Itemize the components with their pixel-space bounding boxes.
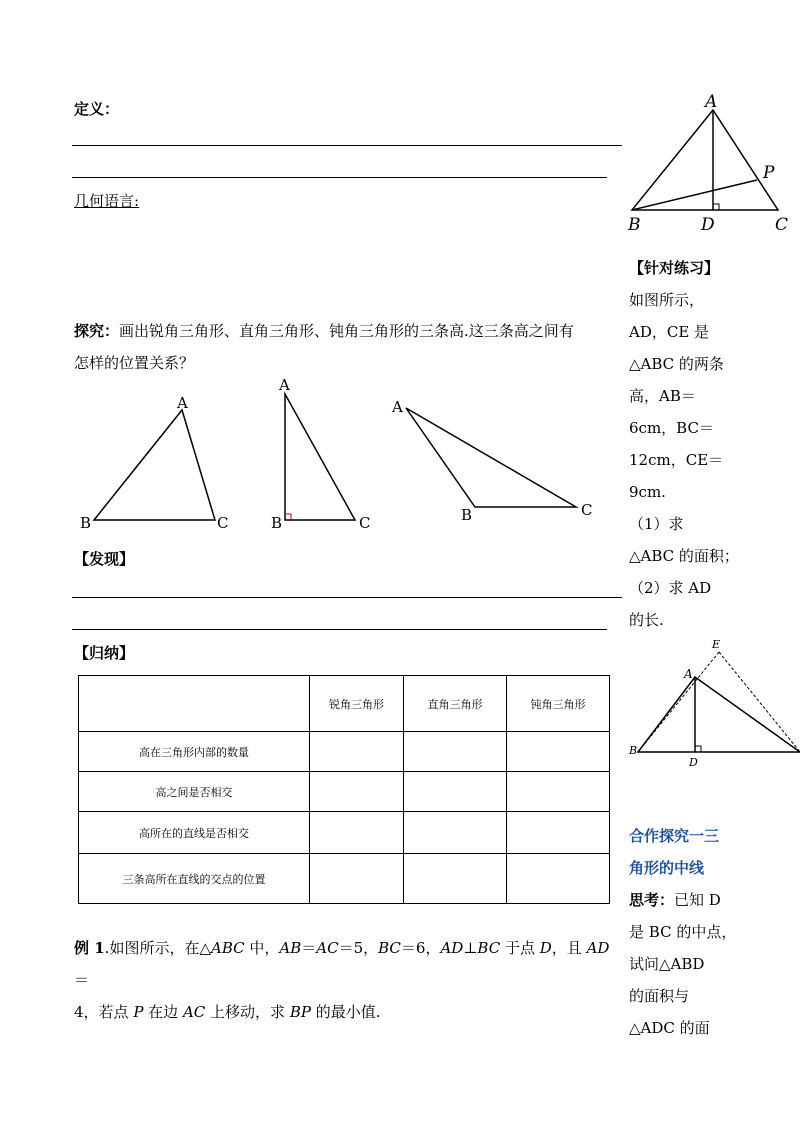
explore-text: 画出锐角三角形、直角三角形、钝角三角形的三条高.这三条高之间有 [119,322,574,340]
answer-line [72,597,622,598]
explore-label: 探究： [74,322,120,340]
table-cell[interactable] [507,854,610,904]
right-triangle [271,376,370,532]
answer-line [72,177,607,178]
think-line [629,884,799,916]
example-text: BC [378,939,401,957]
example-text: 于点 [500,939,540,957]
vertex-label: B [271,514,283,532]
row-label: 三条高所在直线的交点的位置 [79,854,310,904]
vertex-label: B [461,506,473,524]
example-text: 在边 [143,1003,183,1021]
table-row [79,732,610,772]
table-row [79,772,610,812]
example-text: 上移动，求 [205,1003,290,1021]
table-row [79,854,610,904]
practice-line: AD，CE 是 [629,323,710,341]
example-text: 中， [244,939,280,957]
vertex-label: C [581,501,593,519]
practice-line: 高，AB＝ [629,387,696,405]
practice-line: △ABC 的两条 [629,355,724,373]
table-cell[interactable] [404,854,507,904]
practice-line: 9cm. [629,483,666,501]
example-text: AC [316,939,339,957]
table-header-cell [79,676,310,732]
practice-line: （1）求 [629,515,684,533]
table-cell[interactable] [507,772,610,812]
triangles-figure [70,370,610,540]
vertex-label: A [392,398,403,416]
example-text: BC [477,939,501,957]
answer-line [72,145,622,146]
vertex-label: A [279,376,290,394]
example-text: ABC [210,939,245,957]
coop-title: 合作探究一三 [629,827,720,845]
think-label: 思考： [629,891,675,909]
table-cell[interactable] [310,772,404,812]
row-label: 高之间是否相交 [79,772,310,812]
obtuse-triangle [391,398,592,524]
example-text: 的最小值. [310,1003,381,1021]
vertex-label: A [684,667,693,681]
practice-figure-abc-e [620,630,800,770]
table-cell[interactable] [310,732,404,772]
row-label: 高所在的直线是否相交 [79,812,310,854]
vertex-label: B [629,744,638,757]
vertex-label: D [689,756,698,769]
practice-line: 12cm，CE＝ [629,451,724,469]
example-text: AC [182,1003,206,1021]
vertex-label: E [712,638,721,651]
explore-text: 怎样的位置关系？ [74,354,195,372]
example-text: ⊥ [463,939,478,957]
table-cell[interactable] [404,772,507,812]
vertex-label: B [80,514,92,532]
example-text: D [539,939,552,957]
table-header-cell: 直角三角形 [404,676,507,732]
example-text: 4，若点 [74,1003,134,1021]
example-figure-abc-p [620,88,800,238]
summary-label: 【归纳】 [74,644,135,662]
acute-triangle [80,394,228,532]
practice-line: （2）求 AD [629,579,712,597]
practice-label: 【针对练习】 [629,259,720,277]
practice-line: 如图所示， [629,291,705,309]
example-label: 例 1 [74,939,105,957]
practice-line: △ABC 的面积； [629,547,739,565]
vertex-label: C [217,514,229,532]
geometric-language-label: 几何语言: [74,192,140,210]
row-label: 高在三角形内部的数量 [79,732,310,772]
think-line: 的面积与 [629,987,690,1005]
summary-table [78,675,610,904]
vertex-label: A [177,394,188,412]
discover-label: 【发现】 [74,550,135,568]
practice-line: 6cm，BC＝ [629,419,714,437]
table-cell[interactable] [404,812,507,854]
example-text: ＝ [301,939,317,957]
table-header-cell: 锐角三角形 [310,676,404,732]
example-text: BP [289,1003,311,1021]
example-1 [74,932,624,1028]
vertex-label: A [705,92,718,112]
think-line: △ADC 的面 [629,1019,710,1037]
example-text: ＝ [74,971,90,989]
table-cell[interactable] [404,732,507,772]
table-cell[interactable] [310,812,404,854]
think-line: 是 BC 的中点， [629,923,737,941]
example-text: .如图所示，在△ [104,939,211,957]
example-text: AD [440,939,464,957]
example-text: ＝5， [338,939,379,957]
vertex-label: D [701,215,715,235]
table-row [79,812,610,854]
practice-section [629,252,799,636]
answer-line [72,629,607,630]
table-header-row [79,676,610,732]
definition-label: 定义： [74,100,120,118]
table-cell[interactable] [507,732,610,772]
table-header-cell: 钝角三角形 [507,676,610,732]
vertex-label: P [763,163,775,183]
example-text: AD [586,939,610,957]
cooperative-section [629,820,799,1044]
example-text: AB [279,939,302,957]
coop-title: 角形的中线 [629,859,705,877]
think-line: 试问△ABD [629,955,705,973]
think-text: 已知 D [674,891,721,909]
example-text: P [133,1003,144,1021]
table-cell[interactable] [310,854,404,904]
vertex-label: B [628,215,641,235]
example-text: ，且 [551,939,587,957]
vertex-label: C [359,514,371,532]
vertex-label: C [775,215,789,235]
practice-line: 的长. [629,611,664,629]
table-cell[interactable] [507,812,610,854]
example-text: ＝6， [400,939,441,957]
